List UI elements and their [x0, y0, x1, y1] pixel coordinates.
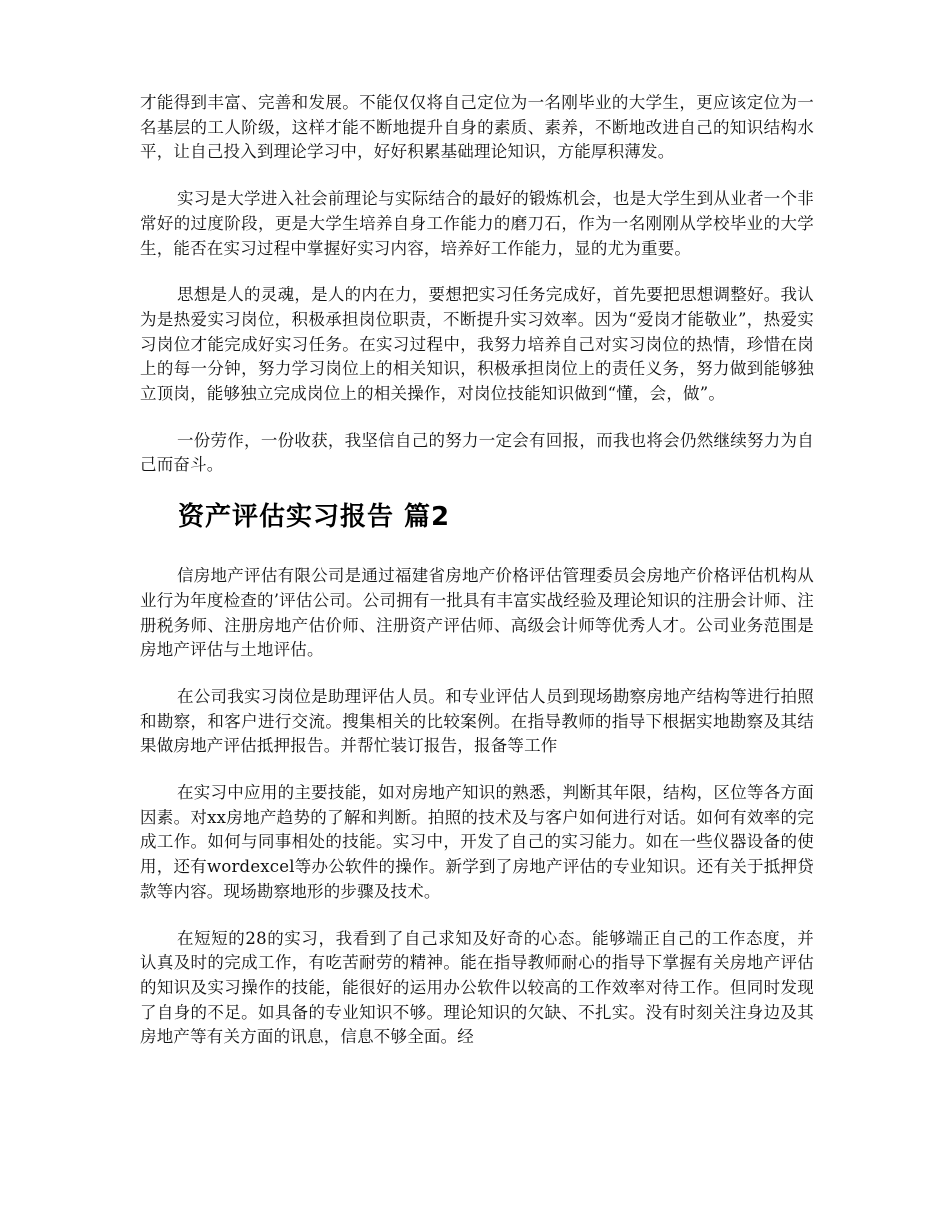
paragraph-position: 在公司我实习岗位是助理评估人员。和专业评估人员到现场勘察房地产结构等进行拍照和勘察，和客户进行交流。搜集相关的比较案例。在指导教师的指导下根据实地勘察及其结果做房地产评估抵押报告。并帮忙装订报告，报备等工作: [140, 686, 814, 756]
paragraph-continuation: 才能得到丰富、完善和发展。不能仅仅将自己定位为一名刚毕业的大学生，更应该定位为一名基层的工人阶级，这样才能不断地提升自身的素质、素养，不断地改进自己的知识结构水平，让自己投入到理论学习中，好好积累基础理论知识，方能厚积薄发。: [140, 93, 814, 162]
paragraph-internship-opportunity: 实习是大学进入社会前理论与实际结合的最好的锻炼机会，也是大学生到从业者一个非常好的过度阶段，更是大学生培养自身工作能力的磨刀石，作为一名刚刚从学校毕业的大学生，能否在实习过程中掌握好实习内容，培养好工作能力，显的尤为重要。: [140, 189, 814, 258]
paragraph-effort: 一份劳作，一份收获，我坚信自己的努力一定会有回报，而我也将会仍然继续努力为自己而奋斗。: [140, 430, 814, 475]
section-heading: 资产评估实习报告 篇2: [178, 502, 451, 533]
document-page: [140, 91, 814, 1072]
paragraph-company-intro: 信房地产评估有限公司是通过福建省房地产价格评估管理委员会房地产价格评估机构从业行为年度检查的’评估公司。公司拥有一批具有丰富实战经验及理论知识的注册会计师、注册税务师、注册房地产估价师、注册资产评估师、高级会计师等优秀人才。公司业务范围是房地产评估与土地评估。: [140, 566, 814, 660]
paragraph-skills: 在实习中应用的主要技能，如对房地产知识的熟悉，判断其年限，结构，区位等各方面因素。对xx房地产趋势的了解和判断。拍照的技术及与客户如何进行对话。如何有效率的完成工作。如何与同事相处的技能。实习中，开发了自己的实习能力。如在一些仪器设备的使用，还有wordexcel等办公软件的操作。新学到了房地产评估的专业知识。还有关于抵押贷款等内容。现场勘察地形的步骤及技术。: [140, 783, 814, 901]
paragraph-reflection: 在短短的28的实习，我看到了自己求知及好奇的心态。能够端正自己的工作态度，并认真及时的完成工作，有吃苦耐劳的精神。能在指导教师耐心的指导下掌握有关房地产评估的知识及实习操作的技能，能很好的运用办公软件以较高的工作效率对待工作。但同时发现了自身的不足。如具备的专业知识不够。理论知识的欠缺、不扎实。没有时刻关注身边及其房地产等有关方面的讯息，信息不够全面。经: [140, 928, 814, 1047]
paragraph-thinking: 思想是人的灵魂，是人的内在力，要想把实习任务完成好，首先要把思想调整好。我认为是热爱实习岗位，积极承担岗位职责，不断提升实习效率。因为“爱岗才能敬业”，热爱实习岗位才能完成好实习任务。在实习过程中，我努力培养自己对实习岗位的热情，珍惜在岗上的每一分钟，努力学习岗位上的相关知识，积极承担岗位上的责任义务，努力做到能够独立顶岗，能够独立完成岗位上的相关操作，对岗位技能知识做到“懂，会，做”。: [140, 285, 814, 404]
